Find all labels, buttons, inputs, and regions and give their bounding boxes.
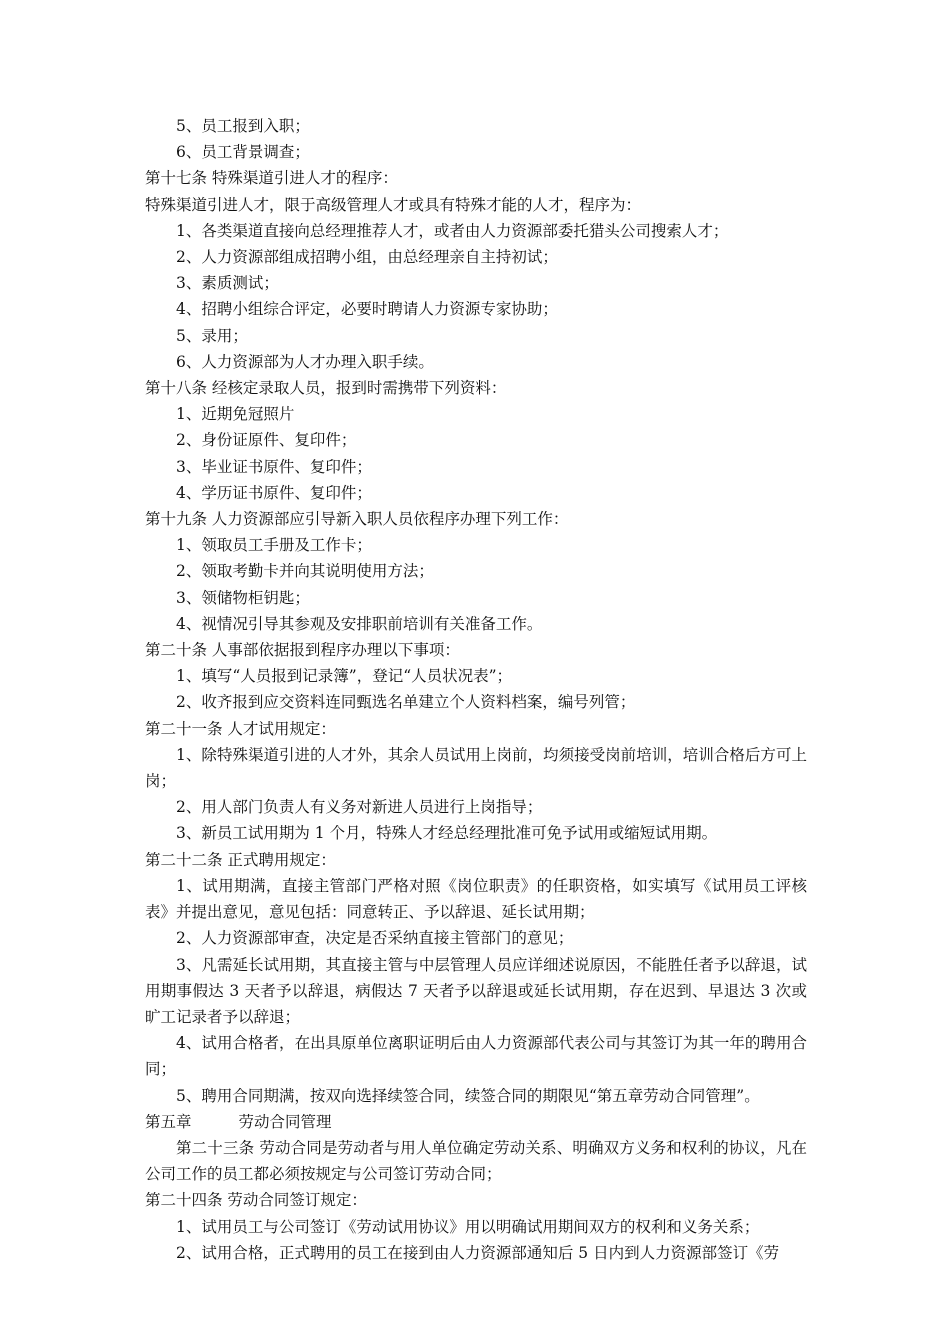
text-line: 5、员工报到入职；: [176, 117, 310, 135]
text-line: 3、素质测试；: [176, 274, 279, 293]
document-page: [145, 113, 807, 1266]
text-line: 2、试用合格，正式聘用的员工在接到由人力资源部通知后 5 日内到人力资源部签订《劳: [176, 1243, 780, 1262]
document-body-part1: [145, 113, 807, 1109]
text-line: 2、收齐报到应交资料连同甄选名单建立个人资料档案，编号列管；: [176, 693, 636, 712]
text-line: 6、人力资源部为人才办理入职手续。: [176, 352, 434, 371]
text-line: 2、人力资源部审查，决定是否采纳直接主管部门的意见；: [176, 929, 574, 948]
text-line: 3、新员工试用期为 1 个月，特殊人才经总经理批准可免予试用或缩短试用期。: [176, 824, 718, 843]
text-line: 第二十四条 劳动合同签订规定：: [145, 1191, 367, 1210]
text-line: 第二十三条 劳动合同是劳动者与用人单位确定劳动关系、明确双方义务和权利的协议，凡在公司工作的员工都必须按规定与公司签订劳动合同；: [145, 1138, 807, 1184]
text-line: 第十七条 特殊渠道引进人才的程序：: [145, 169, 398, 188]
chapter-title: 劳动合同管理: [238, 1112, 332, 1131]
text-line: 第二十条 人事部依据报到程序办理以下事项：: [145, 641, 460, 660]
text-line: 6、员工背景调查；: [176, 143, 310, 162]
text-line: 3、领储物柜钥匙；: [176, 588, 310, 607]
text-line: 第二十二条 正式聘用规定：: [145, 850, 336, 869]
chapter-number: 第五章: [145, 1112, 192, 1131]
text-line: 1、领取员工手册及工作卡；: [176, 536, 372, 555]
text-line: 特殊渠道引进人才，限于高级管理人才或具有特殊才能的人才，程序为：: [145, 195, 642, 214]
text-line: 4、学历证书原件、复印件；: [176, 483, 372, 502]
chapter-heading: [145, 1109, 807, 1135]
text-line: 1、近期免冠照片: [176, 405, 295, 424]
text-line: 3、毕业证书原件、复印件；: [176, 457, 372, 476]
text-line: 1、试用期满，直接主管部门严格对照《岗位职责》的任职资格，如实填写《试用员工评核表》并提出意见，意见包括：同意转正、予以辞退、延长试用期；: [145, 876, 807, 922]
text-line: 1、除特殊渠道引进的人才外，其余人员试用上岗前，均须接受岗前培训，培训合格后方可上岗；: [145, 745, 807, 791]
document-body-part2: [145, 1135, 807, 1266]
text-line: 1、试用员工与公司签订《劳动试用协议》用以明确试用期间双方的权利和义务关系；: [176, 1217, 760, 1236]
text-line: 1、各类渠道直接向总经理推荐人才，或者由人力资源部委托猎头公司搜索人才；: [176, 221, 729, 240]
text-line: 2、身份证原件、复印件；: [176, 431, 357, 450]
text-line: 2、领取考勤卡并向其说明使用方法；: [176, 562, 434, 581]
text-line: 1、填写“人员报到记录簿”，登记“人员状况表”；: [176, 667, 513, 686]
text-line: 2、用人部门负责人有义务对新进人员进行上岗指导；: [176, 798, 543, 817]
text-line: 4、招聘小组综合评定，必要时聘请人力资源专家协助；: [176, 300, 558, 319]
text-line: 5、聘用合同期满，按双向选择续签合同，续签合同的期限见“第五章劳动合同管理”。: [176, 1086, 760, 1105]
text-line: 5、录用；: [176, 326, 248, 345]
text-line: 第二十一条 人才试用规定：: [145, 719, 336, 738]
text-line: 第十九条 人力资源部应引导新入职人员依程序办理下列工作：: [145, 510, 569, 529]
text-line: 3、凡需延长试用期，其直接主管与中层管理人员应详细述说原因，不能胜任者予以辞退，试用期事假达 3 天者予以辞退，病假达 7 天者予以辞退或延长试用期，存在迟到、早退达 3 次或旷工记录者予以辞退；: [145, 955, 807, 1026]
text-line: 4、视情况引导其参观及安排职前培训有关准备工作。: [176, 614, 543, 633]
text-line: 4、试用合格者，在出具原单位离职证明后由人力资源部代表公司与其签订为其一年的聘用合同；: [145, 1034, 807, 1079]
text-line: 2、人力资源部组成招聘小组，由总经理亲自主持初试；: [176, 248, 558, 267]
text-line: 第十八条 经核定录取人员，报到时需携带下列资料：: [145, 379, 507, 398]
